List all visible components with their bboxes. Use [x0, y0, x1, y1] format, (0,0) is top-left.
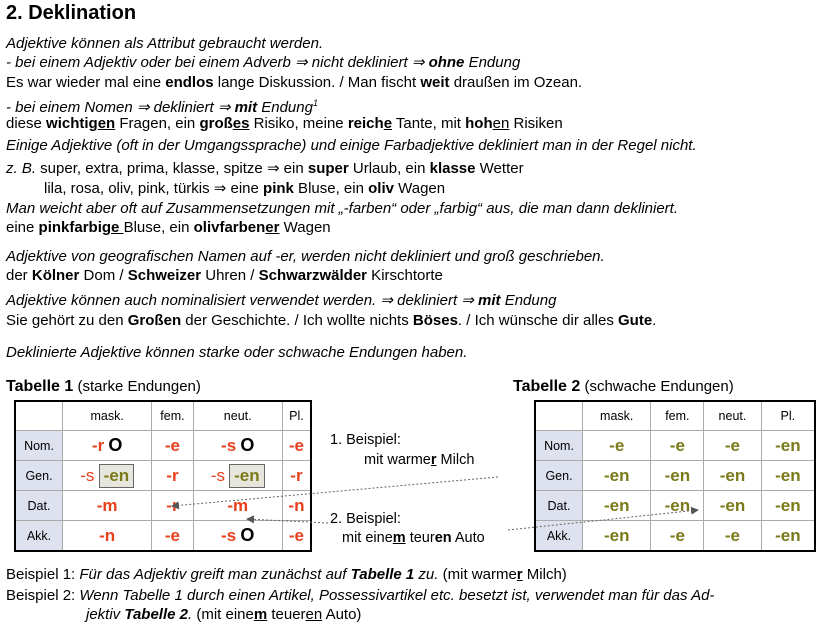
table-cell: -en [583, 461, 651, 491]
col-header: Pl. [282, 401, 311, 431]
example2-label: 2. Beispiel: [330, 511, 401, 527]
row-header: Akk. [15, 521, 63, 552]
row-header: Dat. [535, 491, 583, 521]
table-cell: -e [282, 521, 311, 552]
table-cell: -s O [193, 521, 282, 552]
table-cell: -en [704, 461, 761, 491]
table-cell: -e [704, 521, 761, 552]
col-header: mask. [63, 401, 152, 431]
table-cell: -m [193, 491, 282, 521]
highlight-box: -en [229, 464, 265, 488]
table-cell: -en [583, 521, 651, 552]
col-header: neut. [704, 401, 761, 431]
row-header: Gen. [535, 461, 583, 491]
table-cell: -e [651, 521, 704, 552]
arrow-example2-to-table1 [247, 519, 328, 523]
text-line: - bei einem Adjektiv oder bei einem Adverb ⇒ nicht dekliniert ⇒ ohne Endung [6, 54, 521, 71]
text-line: Adjektive können als Attribut gebraucht werden. [6, 35, 324, 52]
table-cell: -n [63, 521, 152, 552]
table-cell: -r [282, 461, 311, 491]
highlight-box: -en [99, 464, 135, 488]
page-title: 2. Deklination [6, 2, 137, 24]
col-header: fem. [651, 401, 704, 431]
text-line: - bei einem Nomen ⇒ dekliniert ⇒ mit Endung$^1$ [6, 98, 318, 116]
table-cell: -r [152, 491, 193, 521]
table-cell: -e [152, 431, 193, 461]
table-cell: -en [761, 461, 815, 491]
table-cell: -en [761, 521, 815, 552]
table-cell: -e [704, 431, 761, 461]
row-header: Dat. [15, 491, 63, 521]
text-line: Adjektive von geografischen Namen auf -er, werden nicht dekliniert und groß geschrieben. [6, 248, 605, 265]
table-cell: -e [282, 431, 311, 461]
table-cell: -e [152, 521, 193, 552]
table1-caption: Tabelle 1 (starke Endungen) [6, 378, 201, 395]
example1-label: 1. Beispiel: [330, 432, 401, 448]
row-header: Akk. [535, 521, 583, 552]
text-line: eine pinkfarbige Bluse, ein olivfarbener Wagen [6, 219, 331, 236]
table-cell: -en [761, 431, 815, 461]
arrow-example2-to-table2 [508, 510, 698, 530]
text-line: Einige Adjektive (oft in der Umgangssprache) und einige Farbadjektive dekliniert man in der Regel nicht. [6, 137, 697, 154]
table-cell: -en [761, 491, 815, 521]
text-line: Man weicht aber oft auf Zusammensetzungen mit „-farben“ oder „farbig“ aus, die man dann dekliniert. [6, 200, 678, 217]
text-line: der Kölner Dom / Schweizer Uhren / Schwarzwälder Kirschtorte [6, 267, 443, 284]
text-line: lila, rosa, oliv, pink, türkis ⇒ eine pink Bluse, ein oliv Wagen [44, 180, 446, 197]
col-header: fem. [152, 401, 193, 431]
table-cell: -n [282, 491, 311, 521]
example2-text: mit einem teuren Auto [342, 530, 485, 546]
table-cell: -s -en [63, 461, 152, 491]
table-cell: -m [63, 491, 152, 521]
table-cell: -s O [193, 431, 282, 461]
row-header: Gen. [15, 461, 63, 491]
text-line: Sie gehört zu den Großen der Geschichte. / Ich wollte nichts Böses. / Ich wünsche dir alles Gute. [6, 312, 657, 329]
table-cell: -en [704, 491, 761, 521]
row-header: Nom. [535, 431, 583, 461]
example1-text: mit warmer Milch [364, 452, 475, 468]
text-line: Deklinierte Adjektive können starke oder schwache Endungen haben. [6, 344, 468, 361]
table2-caption: Tabelle 2 (schwache Endungen) [513, 378, 734, 395]
text-line: z. B. super, extra, prima, klasse, spitze ⇒ ein super Urlaub, ein klasse Wetter [6, 160, 524, 177]
col-header: neut. [193, 401, 282, 431]
text-line: Adjektive können auch nominalisiert verwendet werden. ⇒ dekliniert ⇒ mit Endung [6, 292, 557, 309]
table-cell: -e [651, 431, 704, 461]
row-header: Nom. [15, 431, 63, 461]
table-cell: -r [152, 461, 193, 491]
footer-line: Beispiel 1: Für das Adjektiv greift man zunächst auf Tabelle 1 zu. (mit warmer Milch) [6, 566, 567, 583]
table-cell: -s -en [193, 461, 282, 491]
footer-line: jektiv Tabelle 2. (mit einem teueren Auto) [86, 606, 362, 623]
table-cell: -en [651, 491, 704, 521]
table-cell: -r O [63, 431, 152, 461]
table-cell: -en [651, 461, 704, 491]
arrow-example1 [172, 477, 498, 506]
text-line: Es war wieder mal eine endlos lange Diskussion. / Man fischt weit draußen im Ozean. [6, 74, 583, 91]
col-header: mask. [583, 401, 651, 431]
footer-line: Beispiel 2: Wenn Tabelle 1 durch einen Artikel, Possessivartikel etc. besetzt ist, verwendet man für das Ad- [6, 587, 715, 604]
text-line: diese wichtigen Fragen, ein großes Risiko, meine reiche Tante, mit hohen Risiken [6, 115, 563, 132]
table-cell: -en [583, 491, 651, 521]
col-header: Pl. [761, 401, 815, 431]
table-cell: -e [583, 431, 651, 461]
